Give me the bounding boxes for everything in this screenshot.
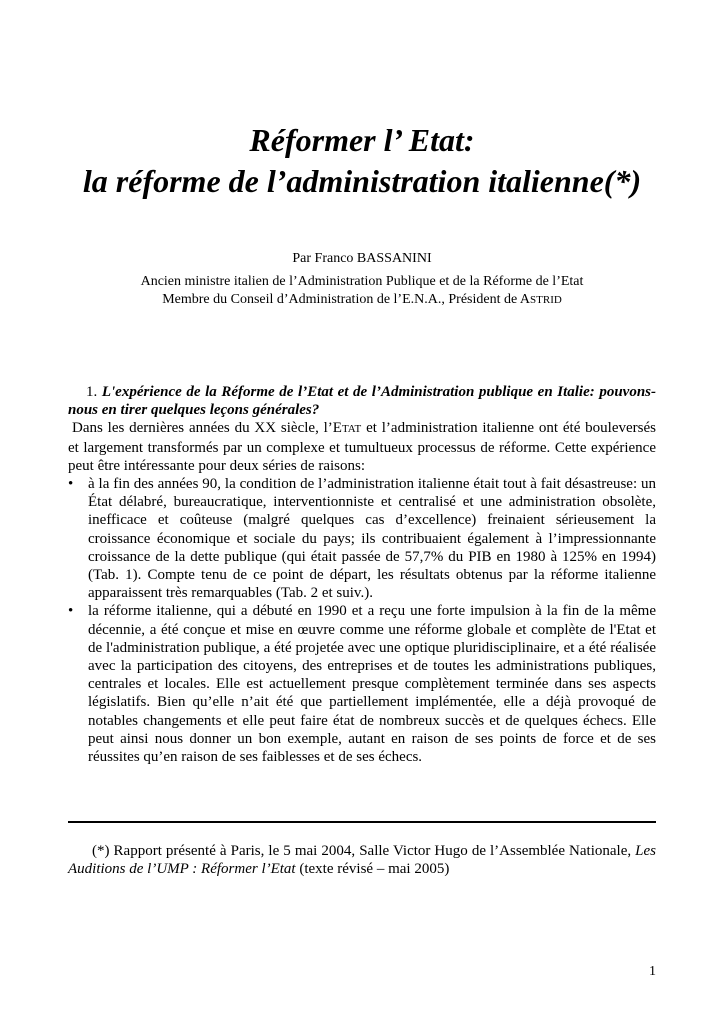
section-heading	[68, 383, 656, 419]
intro-paragraph	[68, 419, 656, 475]
section-1	[68, 383, 656, 766]
affiliation-2-text: Membre du Conseil d’Administration de l’E.N.A., Président de A	[162, 292, 531, 307]
author-affiliation-1: Ancien ministre italien de l’Administration Publique et de la Réforme de l’Etat	[140, 274, 584, 289]
intro-text-end: et l’administration italienne ont été bouleversés et largement transformés par un complexe et tumultueux processus de réforme. Cette expérience peut être intéressante pour deux séries de raisons:	[68, 420, 656, 474]
section-number: 1.	[86, 384, 98, 400]
affiliation-2-smallcaps: STRID	[530, 294, 562, 306]
intro-text-start: Dans les dernières années du XX siècle, l’E	[72, 420, 342, 437]
section-heading-text: L'expérience de la Réforme de l’Etat et de l’Administration publique en Italie: pouvons-nous en tirer quelques leçons générales?	[68, 384, 656, 419]
bullet-item-1	[68, 475, 656, 602]
footnote-text-start: (*) Rapport présenté à Paris, le 5 mai 2004, Salle Victor Hugo de l’Assemblée Nationale,	[92, 843, 636, 859]
author-byline: Par Franco BASSANINI	[292, 251, 432, 266]
bullet-text-2: la réforme italienne, qui a débuté en 1990 et a reçu une forte impulsion à la fin de la même décennie, a été conçue et mise en œuvre comme une réforme globale et complète de l'Etat et de l'administration publique, a été projetée avec une optique pluridisciplinaire, et a été réalisée avec la participation des citoyens, des entreprises et de toutes les administrations publiques, centrales et locales. Elle est actuellement presque complètement terminée dans ses aspects législatifs. Bien qu’elle n’ait été que partiellement implémentée, elle a déjà provoqué de notables changements et elle peut faire état de nombreux succès et de quelques échecs. Elle peut ainsi nous donner un bon exemple, autant en raison de ses points de force et de ses réussites qu’en raison de ses faiblesses et de ses échecs.	[88, 603, 656, 766]
page-number: 1	[649, 964, 656, 979]
footnote-separator	[68, 821, 656, 823]
author-affiliation-2	[0, 291, 724, 309]
bullet-icon: •	[68, 476, 74, 493]
footnote-italic: Les Auditions de l’UMP : Réformer l’Etat	[68, 843, 656, 878]
title-line-2: la réforme de l’administration italienne(*)	[82, 163, 642, 199]
footnote	[68, 842, 656, 878]
footnote-text-end: (texte révisé – mai 2005)	[295, 861, 450, 878]
bullet-text-1: à la fin des années 90, la condition de l’administration italienne était tout à fait désastreuse: un État délabré, bureaucratique, interventionniste et centralisé et une administration obsolète, inefficace et coûteuse (malgré quelques cas d’excellence) freinaient sérieusement la croissance économique et sociale du pays; ils contribuaient également à l’impressionnante croissance de la dette publique (qui était passée de 57,7% du PIB en 1980 à 125% en 1994) (Tab. 1). Compte tenu de ce point de départ, les résultats obtenus par la réforme italienne apparaissent très remarquables (Tab. 2 et suiv.).	[88, 476, 656, 602]
bullet-icon: •	[68, 603, 74, 620]
title-line-1: Réformer l’ Etat:	[249, 122, 475, 158]
bullet-item-2	[68, 602, 656, 766]
intro-smallcaps: TAT	[341, 423, 362, 436]
